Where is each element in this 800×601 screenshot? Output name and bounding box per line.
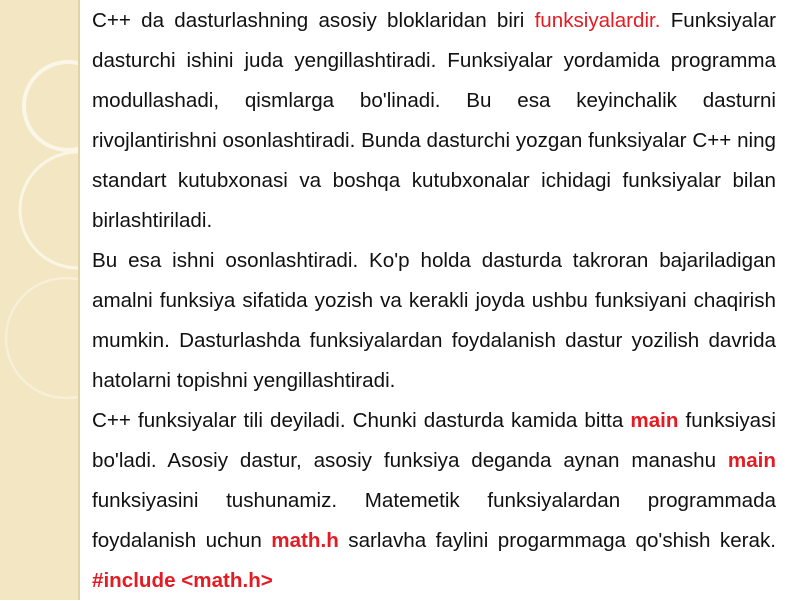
body-text: funksiyasini tushunamiz. Matemetik funksiyalardan programmada foydalanish uchun	[92, 489, 776, 552]
body-text: Bu esa ishni osonlashtiradi. Ko'p holda dasturda takroran bajariladigan amalni funksiya sifatida yozish va kerakli joyda ushbu funksiyani chaqirish mumkin. Dasturlashda funksiyalardan foydalanish dastur yozilish davrida hatolarni topishni yengillashtiradi.	[92, 249, 776, 392]
paragraph	[92, 241, 776, 401]
body-text: C++ da dasturlashning asosiy bloklaridan biri	[92, 9, 535, 32]
paragraph	[92, 1, 776, 241]
highlighted-code-term: #include <math.h>	[92, 569, 273, 592]
highlighted-code-term: main	[630, 409, 679, 432]
highlighted-code-term: math.h	[271, 529, 339, 552]
body-text: Funksiyalar dasturchi ishini juda yengillashtiradi. Funksiyalar yordamida programma modullashadi, qismlarga bo'linadi. Bu esa keyinchalik dasturni rivojlantirishni osonlashtiradi. Bunda dasturchi yozgan funksiyalar C++ ning standart kutubxonasi va boshqa kutubxonalar ichidagi funksiyalar bilan birlashtiriladi.	[92, 9, 777, 232]
highlighted-code-term: main	[727, 449, 776, 472]
decorative-side-panel	[0, 0, 78, 600]
slide-body-text	[92, 1, 776, 601]
body-text: C++ funksiyalar tili deyiladi. Chunki dasturda kamida bitta	[92, 409, 631, 432]
side-panel-divider	[78, 0, 80, 600]
body-text: funksiyasi bo'ladi. Asosiy dastur, asosiy funksiya deganda aynan manashu	[92, 409, 776, 472]
body-text: sarlavha faylini progarmmaga qo'shish kerak.	[338, 529, 776, 552]
paragraph	[92, 401, 776, 601]
highlighted-term: funksiyalardir.	[534, 9, 661, 32]
decorative-circles-graphic	[0, 0, 78, 600]
